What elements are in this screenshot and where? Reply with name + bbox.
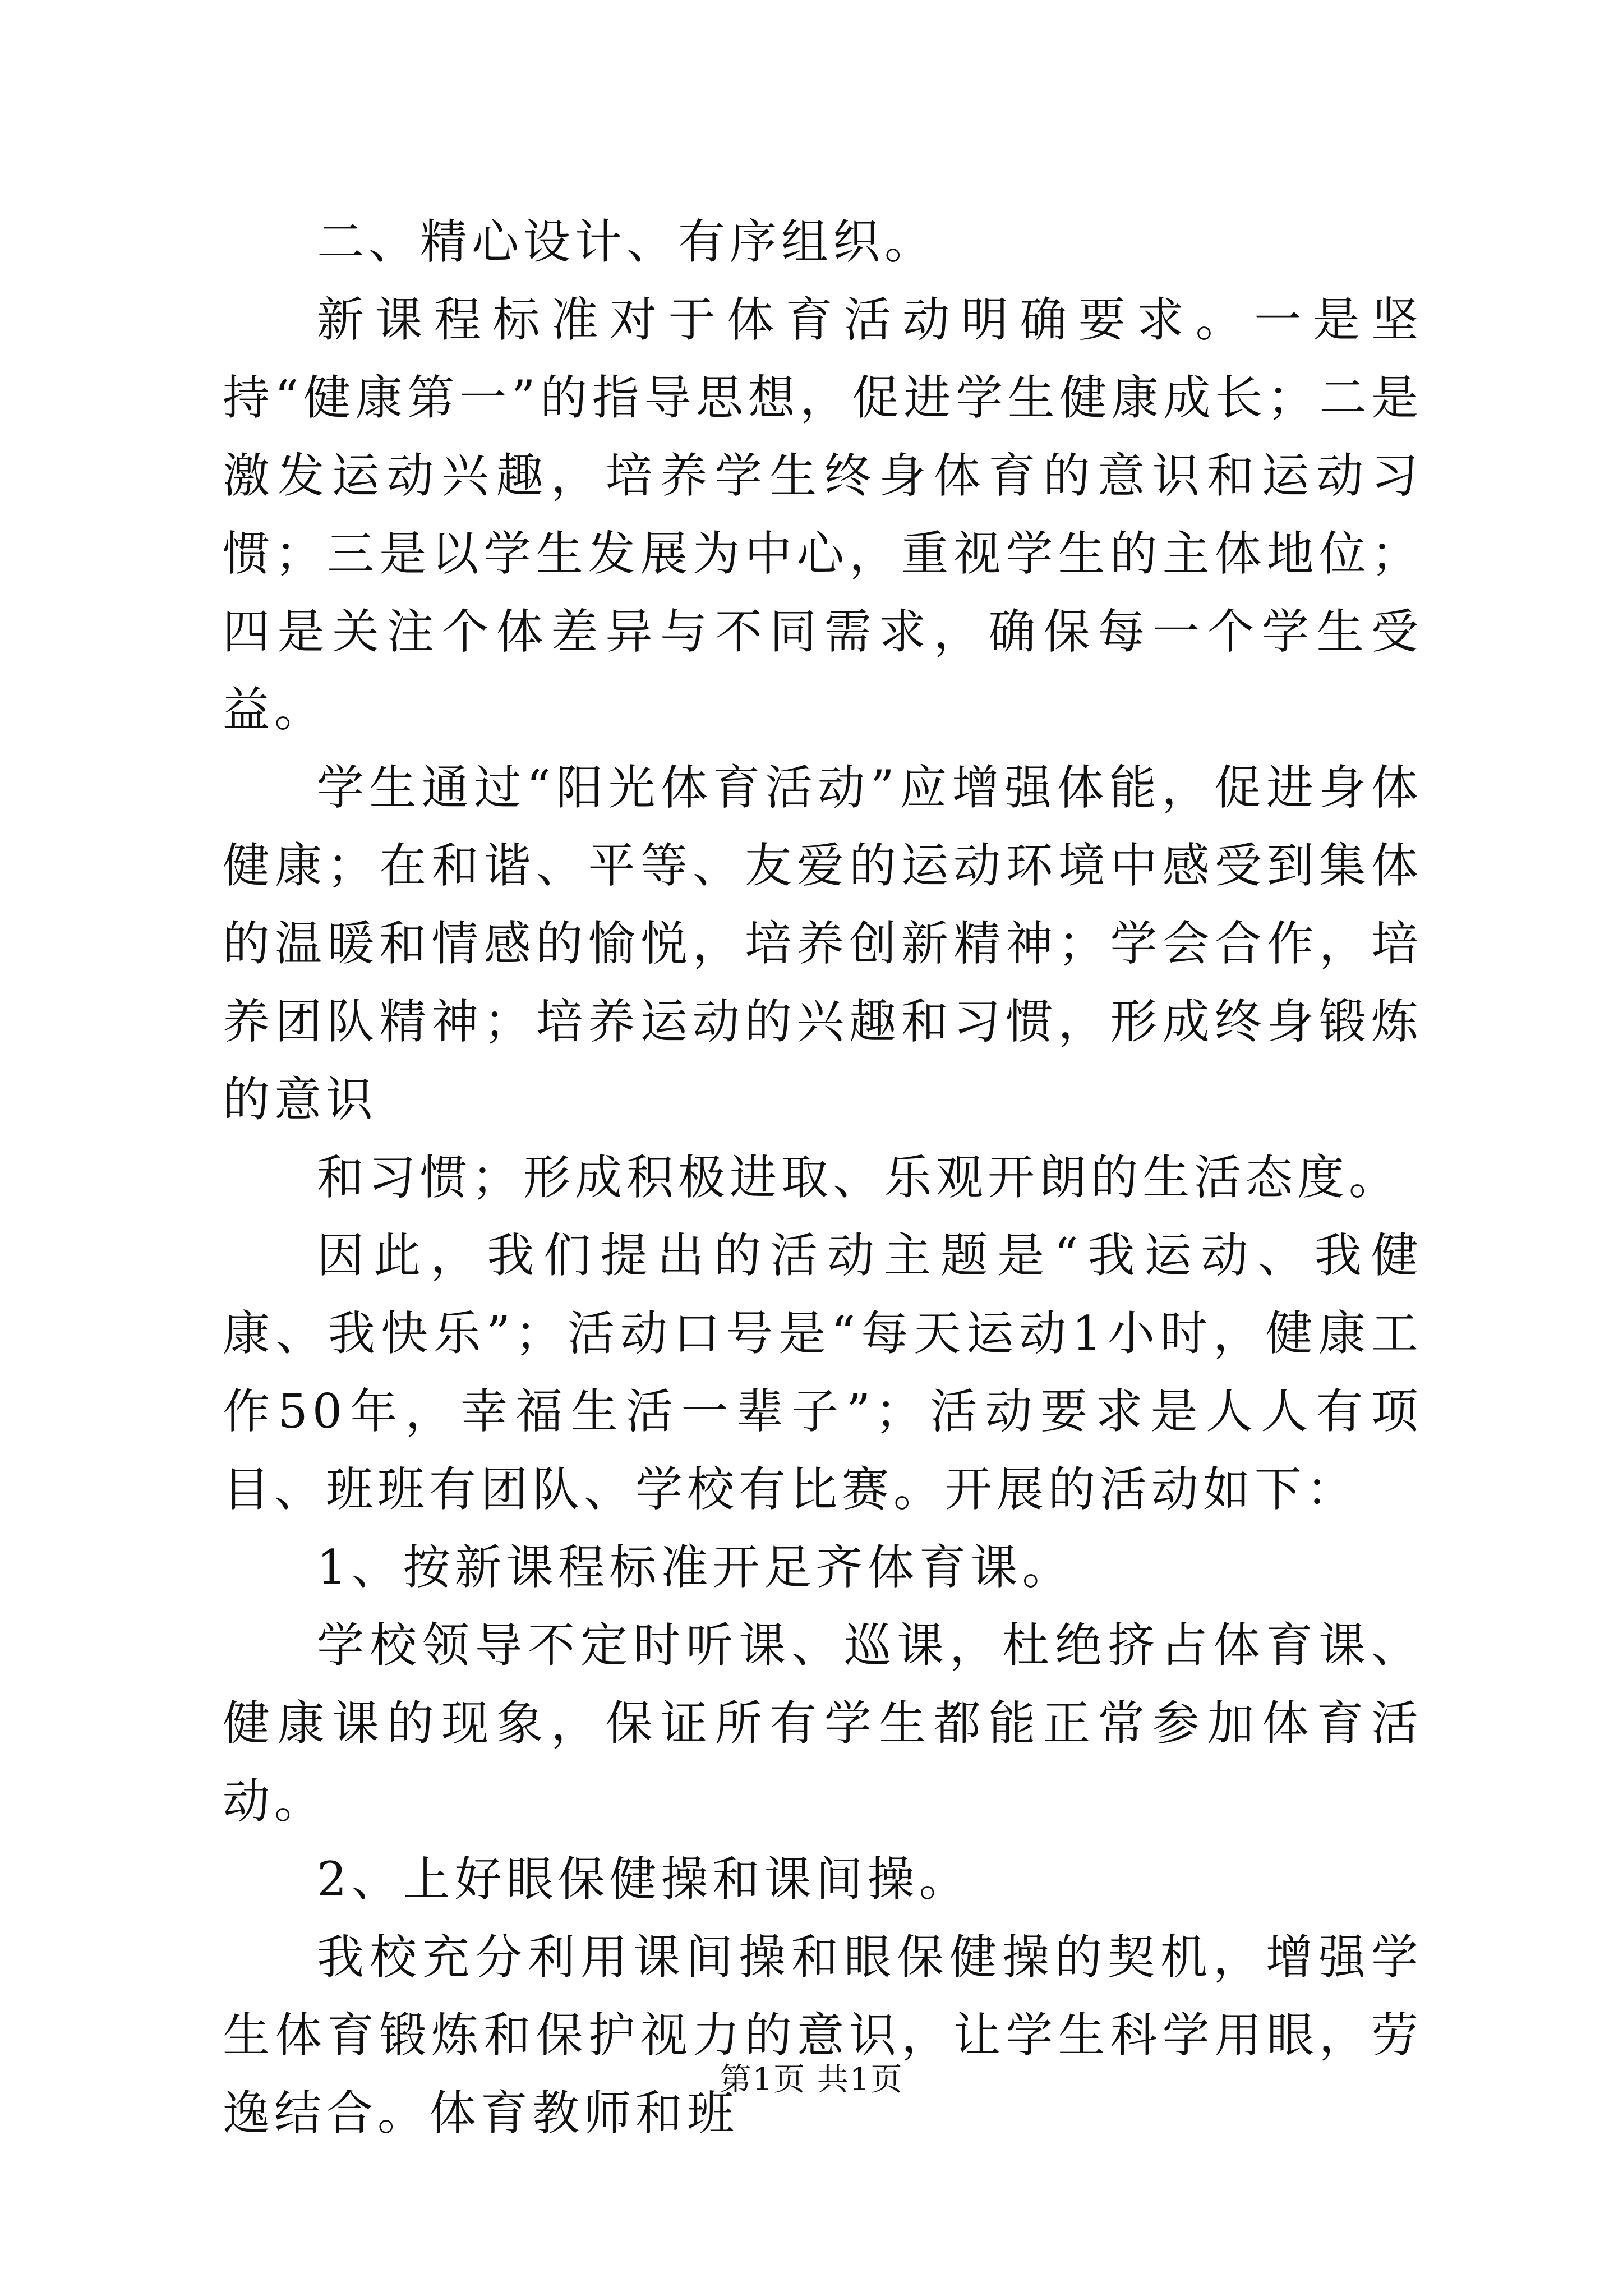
document-body	[223, 203, 1423, 2152]
paragraph-attitude: 和习惯；形成积极进取、乐观开朗的生活态度。	[317, 1150, 1401, 1205]
section-heading: 二、精心设计、有序组织。	[317, 214, 937, 269]
list-item-2-heading: 2、上好眼保健操和课间操。	[317, 1852, 971, 1907]
paragraph-eye-exercises: 我校充分利用课间操和眼保健操的契机，增强学生体育锻炼和保护视力的意识，让学生科学用眼，劳逸结合。体育教师和班	[223, 1930, 1423, 2141]
page-number-footer: 第1页 共1页	[720, 2062, 903, 2098]
paragraph-class-inspection: 学校领导不定时听课、巡课，杜绝挤占体育课、健康课的现象，保证所有学生都能正常参加体育活动。	[223, 1618, 1423, 1829]
list-item-1-heading: 1、按新课程标准开足齐体育课。	[317, 1540, 1074, 1595]
paragraph-theme: 因此，我们提出的活动主题是“我运动、我健康、我快乐”；活动口号是“每天运动1小时，健康工作50年，幸福生活一辈子”；活动要求是人人有项目、班班有团队、学校有比赛。开展的活动如下：	[223, 1228, 1423, 1517]
paragraph-sunshine-sports: 学生通过“阳光体育活动”应增强体能，促进身体健康；在和谐、平等、友爱的运动环境中感受到集体的温暖和情感的愉悦，培养创新精神；学会合作，培养团队精神；培养运动的兴趣和习惯，形成终身锻炼的意识	[223, 760, 1423, 1127]
paragraph-requirements: 新课程标准对于体育活动明确要求。一是坚持“健康第一”的指导思想，促进学生健康成长；二是激发运动兴趣，培养学生终身体育的意识和运动习惯；三是以学生发展为中心，重视学生的主体地位；四是关注个体差异与不同需求，确保每一个学生受益。	[223, 292, 1423, 737]
